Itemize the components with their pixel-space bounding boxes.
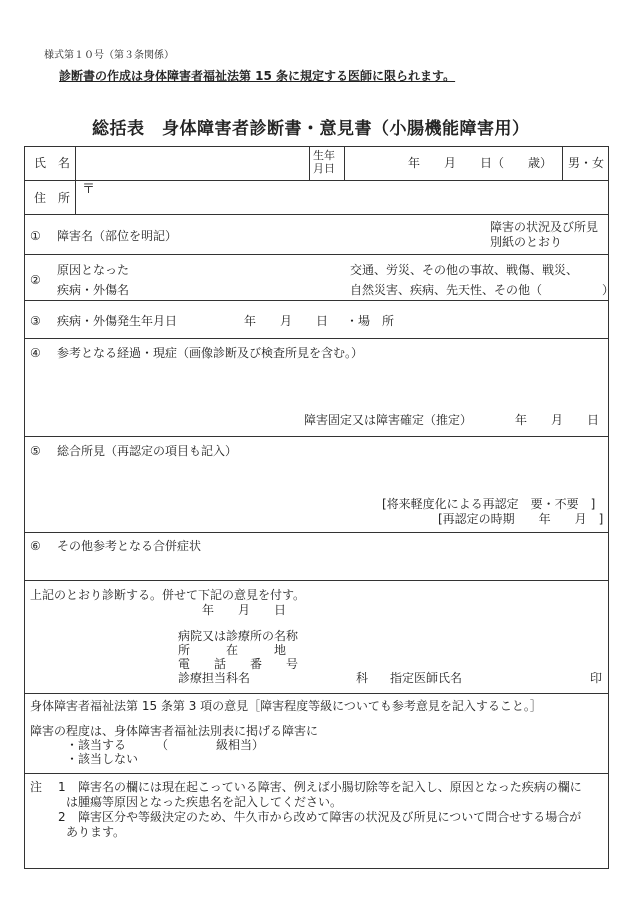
cause-label: 原因となった (57, 263, 130, 277)
diagnosis-date[interactable]: 年 月 日 (202, 603, 287, 617)
table-border-bottom (24, 868, 609, 869)
sex-field[interactable]: 男・女 (568, 156, 605, 170)
hospital-address-label: 所 在 地 (178, 643, 287, 657)
opinion-heading: 身体障害者福祉法第 15 条第 3 項の意見［障害程度等級についても参考意見を記入すること。］ (30, 699, 542, 713)
row-divider (24, 693, 609, 694)
row-divider (24, 214, 609, 215)
opinion-degree: 障害の程度は、身体障害者福祉法別表に掲げる障害に (30, 724, 319, 738)
row-divider (24, 254, 609, 255)
opinion-applicable[interactable]: ・該当する （ 級相当） (66, 738, 265, 752)
item-number: ⑤ (30, 444, 41, 458)
seal-mark: 印 (590, 671, 603, 685)
item-number: ④ (30, 346, 41, 360)
diagnosis-statement: 上記のとおり診断する。併せて下記の意見を付す。 (30, 588, 306, 602)
birth-date-fields[interactable]: 年 月 日（ 歳） (408, 156, 553, 170)
row-divider (24, 436, 609, 437)
row-divider (24, 300, 609, 301)
row-divider (24, 532, 609, 533)
onset-date-field[interactable]: 年 月 日 (244, 314, 329, 328)
doctor-name-label: 指定医師氏名 (390, 671, 463, 685)
item-number: ⑥ (30, 539, 41, 553)
item-number: ① (30, 229, 41, 243)
note-text: 障害区分や等級決定のため、牛久市から改めて障害の状況及び所見について問合せする場合が (78, 810, 582, 824)
condition-note: 障害の状況及び所見 (490, 220, 599, 234)
overall-findings-label: 総合所見（再認定の項目も記入） (57, 444, 238, 458)
birth-label: 月日 (313, 162, 335, 175)
onset-place-label: ・場 所 (346, 314, 395, 328)
birth-label: 生年 (313, 149, 335, 162)
name-label: 氏 名 (34, 156, 71, 170)
department-label: 診療担当科名 (178, 671, 251, 685)
hospital-phone-label: 電 話 番 号 (178, 657, 299, 671)
note-text: は腫瘍等原因となった疾患名を記入してください。 (66, 795, 343, 809)
disability-fixed-label: 障害固定又は障害確定（推定） (304, 413, 473, 427)
cause-label: 疾病・外傷名 (57, 283, 130, 297)
complications-label: その他参考となる合併症状 (57, 539, 202, 553)
hospital-name-label: 病院又は診療所の名称 (178, 629, 299, 643)
row-divider (24, 580, 609, 581)
opinion-not-applicable[interactable]: ・該当しない (66, 752, 139, 766)
form-number: 様式第１０号（第３条関係） (44, 50, 174, 61)
notes-label: 注 (30, 780, 43, 794)
page-title: 総括表 身体障害者診断書・意見書（小腸機能障害用） (92, 119, 530, 139)
note-text: 障害名の欄には現在起こっている障害、例えば小腸切除等を記入し、原因となった疾病の欄に (78, 780, 582, 794)
table-border-top (24, 146, 609, 147)
cause-options: 自然災害、疾病、先天性、その他（ ） (350, 283, 615, 297)
item-number: ③ (30, 314, 41, 328)
department-suffix: 科 (356, 671, 369, 685)
row-divider (24, 773, 609, 774)
onset-date-label: 疾病・外傷発生年月日 (57, 314, 178, 328)
cause-options: 交通、労災、その他の事故、戦傷、戦災、 (350, 263, 579, 277)
note-number: 1 (58, 780, 66, 794)
history-label: 参考となる経過・現症（画像診断及び検査所見を含む。） (57, 346, 364, 360)
recertification-need[interactable]: [将来軽度化による再認定 要・不要 ] (382, 497, 596, 511)
row-divider (24, 180, 609, 181)
note-text: あります。 (66, 825, 126, 839)
col-divider (562, 146, 563, 180)
row-divider (24, 338, 609, 339)
address-label: 住 所 (34, 191, 71, 205)
doctor-notice: 診断書の作成は身体障害者福祉法第 15 条に規定する医師に限られます。 (59, 69, 456, 83)
col-divider (309, 146, 310, 180)
postal-mark: 〒 (82, 182, 96, 197)
note-number: 2 (58, 810, 66, 824)
disability-fixed-date[interactable]: 年 月 日 (515, 413, 600, 427)
recertification-time[interactable]: [再認定の時期 年 月 ] (438, 512, 604, 526)
col-divider (75, 146, 76, 214)
item-number: ② (30, 273, 41, 287)
condition-note: 別紙のとおり (490, 235, 563, 249)
col-divider (344, 146, 345, 180)
disability-name-label: 障害名（部位を明記） (57, 229, 178, 243)
